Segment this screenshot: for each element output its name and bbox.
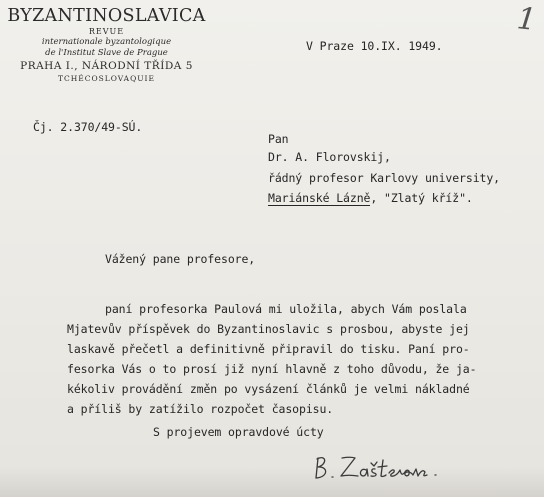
body-line: Mjatevův příspěvek do Byzantinoslavic s prosbou, abyste jej [67,322,470,336]
recipient-salutation: Pan [268,132,289,146]
page-number: 1 [515,1,538,38]
recipient-address [268,191,473,205]
letterhead-address: PRAHA I., NÁRODNÍ TŘÍDA 5 [20,60,193,72]
letterhead [4,6,209,84]
letterhead-subtitle-1: internationale byzantologique [41,37,172,47]
letterhead-subtitle-2: de l'Institut Slave de Prague [45,48,168,58]
body-line: laskavě přečetl a definitivně připravil do tisku. Paní pro- [67,342,470,356]
closing-phrase: S projevem opravdové úcty [153,425,324,439]
reference-number: Čj. 2.370/49-SÚ. [33,120,143,134]
letter-date: V Praze 10.IX. 1949. [306,39,443,53]
letterhead-revue: REVUE [88,27,125,36]
recipient-title: řádný profesor Karlovy university, [268,171,501,185]
recipient-name: Dr. A. Florovskij, [268,150,391,164]
body-line: a příliš by zatížilo rozpočet časopisu. [67,402,334,416]
recipient-place: Mariánské Lázně [268,191,371,205]
handwritten-signature [312,448,442,484]
body-line: kékoliv provádění změn po vysázení článků je velmi nákladné [67,382,470,396]
recipient-address-rest: , "Zlatý kříž". [370,191,473,205]
greeting: Vážený pane profesore, [105,252,256,266]
body-line: fesorka Vás o to prosí již nyní hlavně z toho důvodu, že ja- [67,362,477,376]
letterhead-title: BYZANTINOSLAVICA [7,6,206,26]
letterhead-country: TCHÉCOSLOVAQUIE [57,74,155,83]
body-line: paní profesorka Paulová mi uložila, abych Vám poslala [105,302,467,316]
